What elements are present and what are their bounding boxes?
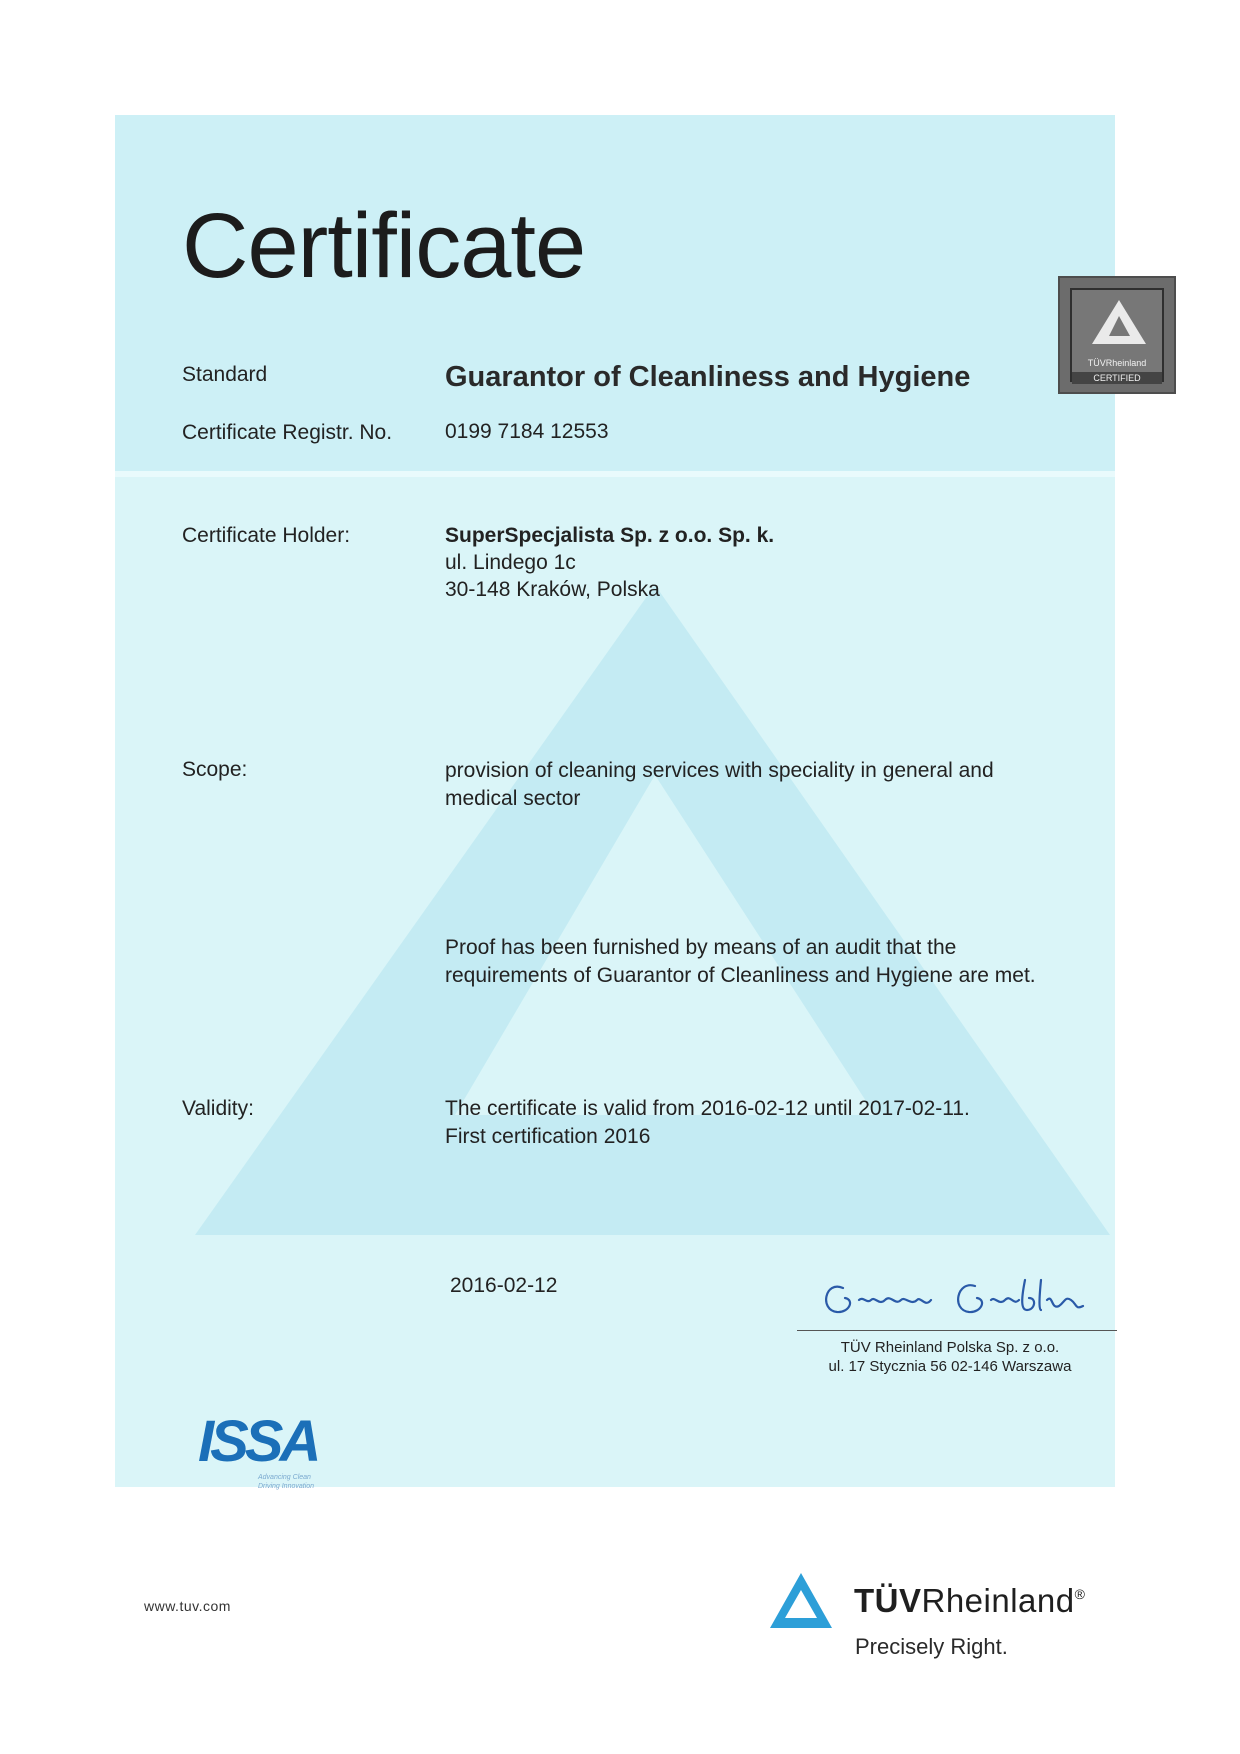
- validity-line-1: The certificate is valid from 2016-02-12 until 2017-02-11.: [445, 1097, 970, 1120]
- handwritten-signature: [815, 1270, 1115, 1325]
- scope-label: Scope:: [182, 758, 248, 781]
- holder-city: 30-148 Kraków, Polska: [445, 578, 660, 601]
- issa-tagline-2: Driving Innovation: [258, 1483, 315, 1490]
- tuv-brand-rheinland: Rheinland: [921, 1582, 1075, 1619]
- issue-date: 2016-02-12: [450, 1274, 558, 1297]
- standard-label: Standard: [182, 363, 268, 386]
- scope-line-1: provision of cleaning services with speciality in general and: [445, 759, 994, 782]
- registr-value: 0199 7184 12553: [445, 420, 609, 443]
- tuv-slogan: Precisely Right.: [855, 1634, 1008, 1659]
- certificate-title: Certificate: [182, 195, 586, 297]
- seal-frame: [1070, 288, 1164, 382]
- proof-line-1: Proof has been furnished by means of an audit that the: [445, 936, 957, 959]
- standard-value: Guarantor of Cleanliness and Hygiene: [445, 361, 971, 393]
- holder-street: ul. Lindego 1c: [445, 551, 576, 574]
- tuv-triangle-logo-icon: [768, 1570, 834, 1632]
- issuer-name: TÜV Rheinland Polska Sp. z o.o.: [840, 1339, 1060, 1356]
- issa-logo: ISSA: [198, 1409, 318, 1474]
- tuv-certified-seal: [1058, 276, 1176, 394]
- registered-mark: ®: [1074, 1586, 1086, 1602]
- validity-line-2: First certification 2016: [445, 1125, 651, 1148]
- signature-line: [797, 1330, 1117, 1331]
- seal-brand: TÜVRheinland: [1087, 358, 1147, 368]
- issa-tagline-1: Advancing Clean: [258, 1474, 311, 1481]
- seal-triangle-icon: [1072, 294, 1166, 354]
- tuv-brand-tuv: TÜV: [854, 1582, 922, 1619]
- tuv-brand-wordmark: [854, 1582, 1085, 1620]
- registr-label: Certificate Registr. No.: [182, 421, 393, 444]
- holder-name: SuperSpecjalista Sp. z o.o. Sp. k.: [445, 524, 775, 547]
- seal-label: CERTIFIED: [1072, 372, 1162, 384]
- validity-label: Validity:: [182, 1097, 254, 1120]
- issuer-address: ul. 17 Stycznia 56 02-146 Warszawa: [828, 1358, 1072, 1375]
- proof-line-2: requirements of Guarantor of Cleanliness and Hygiene are met.: [445, 964, 1036, 987]
- holder-label: Certificate Holder:: [182, 524, 351, 547]
- scope-line-2: medical sector: [445, 787, 581, 810]
- website-url: www.tuv.com: [144, 1598, 231, 1614]
